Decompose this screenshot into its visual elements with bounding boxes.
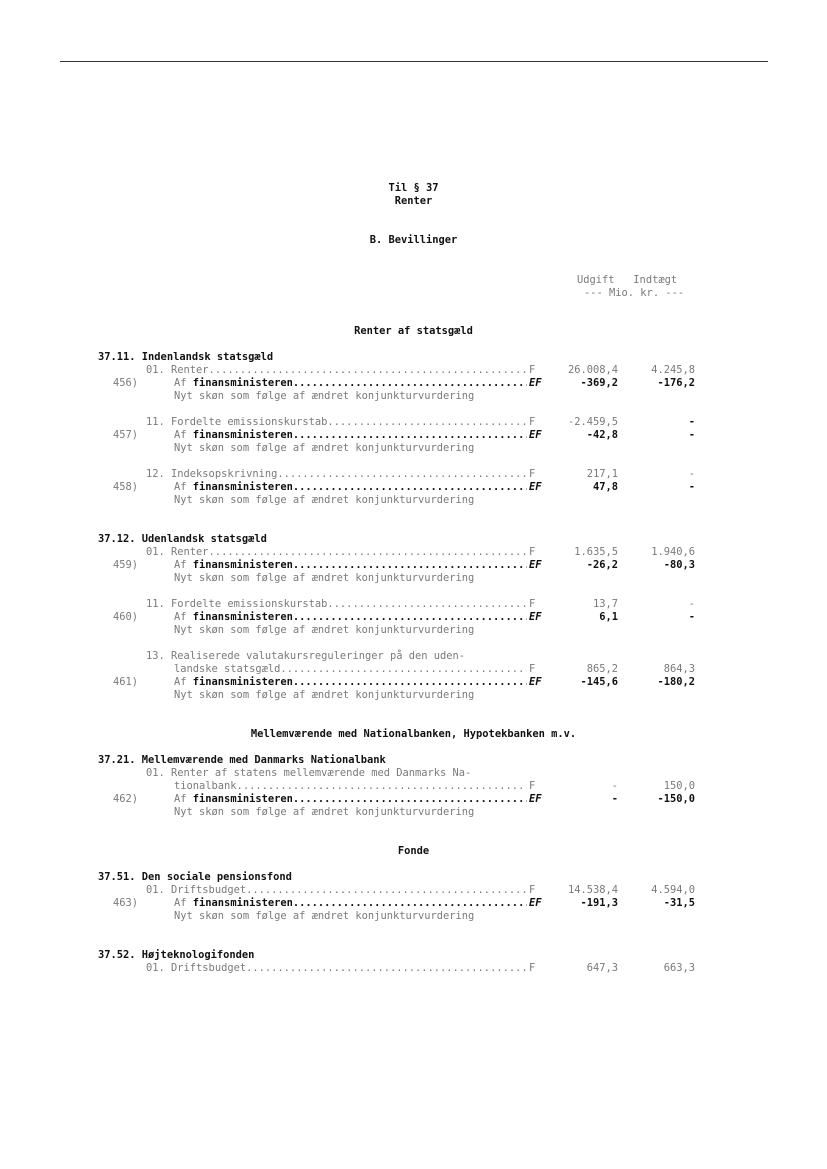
code-ef: EF: [529, 429, 542, 441]
value-udgift: 1.635,5: [574, 546, 618, 558]
af-line: [174, 429, 295, 442]
value-udgift: -2.459,5: [567, 416, 618, 428]
af-prefix: Af: [174, 611, 193, 623]
footnote-ref: 461): [113, 676, 139, 688]
note-text: Nyt skøn som følge af ændret konjunkturvurdering: [174, 624, 475, 636]
note-text: Nyt skøn som følge af ændret konjunkturvurdering: [174, 910, 475, 922]
footnote-ref: 456): [113, 377, 139, 389]
af-line: [174, 676, 295, 689]
code-ef: EF: [529, 793, 542, 805]
af-line: [174, 377, 295, 390]
item-label-line1: 13. Realiserede valutakursreguleringer på den uden-: [146, 650, 466, 662]
code-ef: EF: [529, 897, 542, 909]
note-text: Nyt skøn som følge af ændret konjunkturvurdering: [174, 806, 475, 818]
af-name: finansministeren: [192, 897, 293, 909]
value-udgift: 26.008,4: [567, 364, 618, 376]
af-prefix: Af: [174, 793, 193, 805]
adj-indtaegt: -80,3: [663, 559, 695, 571]
item-label: 11. Fordelte emissionskurstab: [146, 416, 328, 428]
value-indtaegt: -: [688, 416, 695, 428]
account-title-3752: 37.52. Højteknologifonden: [98, 949, 255, 961]
item-label: 01. Driftsbudget: [146, 962, 247, 974]
note-text: Nyt skøn som følge af ændret konjunkturvurdering: [174, 494, 475, 506]
code-ef: EF: [529, 676, 542, 688]
item-label-line2: landske statsgæld: [174, 663, 281, 675]
value-udgift: -: [611, 780, 618, 792]
group-heading-renter: Renter af statsgæld: [354, 325, 473, 337]
code-f: F: [529, 416, 536, 428]
adj-indtaegt: -31,5: [663, 897, 695, 909]
af-name: finansministeren: [192, 481, 293, 493]
item-label-line1: 01. Renter af statens mellemværende med Danmarks Na-: [146, 767, 472, 779]
footnote-ref: 462): [113, 793, 139, 805]
af-prefix: Af: [174, 676, 193, 688]
code-f: F: [529, 546, 536, 558]
footnote-ref: 463): [113, 897, 139, 909]
af-prefix: Af: [174, 429, 193, 441]
code-ef: EF: [529, 559, 542, 571]
footnote-ref: 460): [113, 611, 139, 623]
group-heading-fonde: Fonde: [397, 845, 430, 857]
code-f: F: [529, 468, 536, 480]
column-headers: Udgift Indtægt: [577, 274, 678, 286]
af-line: [174, 559, 295, 572]
adj-udgift: 47,8: [592, 481, 618, 493]
af-line: [174, 481, 295, 494]
af-prefix: Af: [174, 377, 193, 389]
code-ef: EF: [529, 481, 542, 493]
item-label: 01. Renter: [146, 546, 209, 558]
value-udgift: 14.538,4: [567, 884, 618, 896]
item-label: 12. Indeksopskrivning: [146, 468, 278, 480]
account-title-3711: 37.11. Indenlandsk statsgæld: [98, 351, 274, 363]
adj-udgift: -26,2: [586, 559, 618, 571]
adj-indtaegt: -150,0: [657, 793, 695, 805]
footnote-ref: 459): [113, 559, 139, 571]
note-text: Nyt skøn som følge af ændret konjunkturvurdering: [174, 689, 475, 701]
adj-indtaegt: -: [688, 611, 695, 623]
value-indtaegt: 150,0: [663, 780, 695, 792]
footnote-ref: 458): [113, 481, 139, 493]
adj-indtaegt: -176,2: [657, 377, 695, 389]
top-rule: [60, 61, 768, 62]
adj-indtaegt: -: [688, 481, 695, 493]
account-title-3751: 37.51. Den sociale pensionsfond: [98, 871, 292, 883]
item-label: 11. Fordelte emissionskurstab: [146, 598, 328, 610]
code-f: F: [529, 780, 536, 792]
group-heading-mellemvaerende: Mellemværende med Nationalbanken, Hypotekbanken m.v.: [250, 728, 577, 740]
value-indtaegt: 4.594,0: [651, 884, 695, 896]
af-name: finansministeren: [192, 676, 293, 688]
adj-udgift: -369,2: [580, 377, 618, 389]
value-indtaegt: 1.940,6: [651, 546, 695, 558]
page-subtitle: Renter: [394, 195, 433, 207]
code-f: F: [529, 364, 536, 376]
af-prefix: Af: [174, 481, 193, 493]
value-udgift: 217,1: [586, 468, 618, 480]
value-udgift: 865,2: [586, 663, 618, 675]
item-label: 01. Driftsbudget: [146, 884, 247, 896]
note-text: Nyt skøn som følge af ændret konjunkturvurdering: [174, 442, 475, 454]
value-udgift: 647,3: [586, 962, 618, 974]
value-indtaegt: 4.245,8: [651, 364, 695, 376]
footnote-ref: 457): [113, 429, 139, 441]
adj-udgift: -42,8: [586, 429, 618, 441]
code-f: F: [529, 663, 536, 675]
note-text: Nyt skøn som følge af ændret konjunkturvurdering: [174, 572, 475, 584]
account-title-3721: 37.21. Mellemværende med Danmarks Nationalbank: [98, 754, 386, 766]
value-indtaegt: 864,3: [663, 663, 695, 675]
af-name: finansministeren: [192, 611, 293, 623]
value-indtaegt: -: [688, 598, 695, 610]
item-label-line2: tionalbank: [174, 780, 237, 792]
af-line: [174, 793, 295, 806]
adj-udgift: -: [611, 793, 618, 805]
column-units: --- Mio. kr. ---: [584, 287, 685, 299]
af-prefix: Af: [174, 897, 193, 909]
af-line: [174, 897, 295, 910]
item-label: 01. Renter: [146, 364, 209, 376]
note-text: Nyt skøn som følge af ændret konjunkturvurdering: [174, 390, 475, 402]
page-title: Til § 37: [388, 182, 439, 194]
code-ef: EF: [529, 611, 542, 623]
adj-indtaegt: -180,2: [657, 676, 695, 688]
af-name: finansministeren: [192, 377, 293, 389]
adj-udgift: -191,3: [580, 897, 618, 909]
code-f: F: [529, 962, 536, 974]
af-name: finansministeren: [192, 429, 293, 441]
af-name: finansministeren: [192, 559, 293, 571]
adj-udgift: -145,6: [580, 676, 618, 688]
af-prefix: Af: [174, 559, 193, 571]
adj-indtaegt: -: [688, 429, 695, 441]
value-udgift: 13,7: [592, 598, 618, 610]
section-heading: B. Bevillinger: [369, 234, 458, 246]
value-indtaegt: -: [688, 468, 695, 480]
adj-udgift: 6,1: [599, 611, 618, 623]
account-title-3712: 37.12. Udenlandsk statsgæld: [98, 533, 267, 545]
code-ef: EF: [529, 377, 542, 389]
af-name: finansministeren: [192, 793, 293, 805]
code-f: F: [529, 598, 536, 610]
value-indtaegt: 663,3: [663, 962, 695, 974]
af-line: [174, 611, 295, 624]
code-f: F: [529, 884, 536, 896]
